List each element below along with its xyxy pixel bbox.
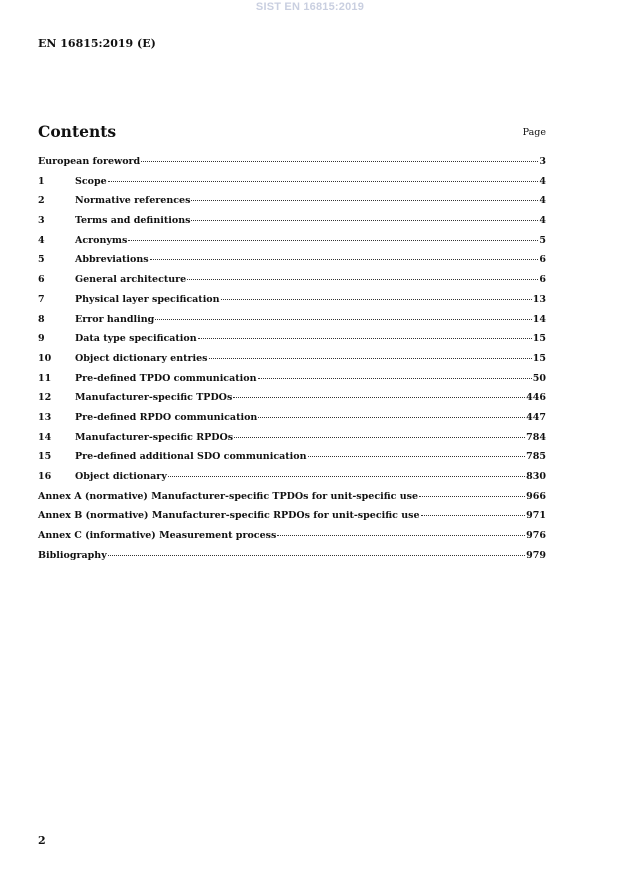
toc-entry-page: 13: [532, 293, 546, 305]
toc-dot-leader: [150, 259, 539, 260]
toc-entry-number: 9: [38, 333, 45, 345]
toc-entry-title: Terms and definitions: [75, 215, 191, 227]
page-number: 2: [38, 834, 46, 847]
page-column-label: Page: [522, 127, 546, 138]
toc-entry-page: 14: [532, 313, 546, 325]
toc-entry-title: Normative references: [75, 195, 191, 207]
toc-dot-leader: [191, 220, 538, 221]
toc-entry-page: 784: [526, 431, 546, 443]
toc-entry-page: 5: [539, 234, 546, 246]
document-id: EN 16815:2019 (E): [38, 37, 156, 50]
toc-entry-title: Acronyms: [75, 234, 128, 246]
toc-entry-title: European foreword: [38, 156, 141, 167]
toc-dot-leader: [421, 515, 526, 516]
toc-entry[interactable]: [38, 235, 546, 255]
toc-dot-leader: [419, 496, 525, 497]
toc-entry-title: Pre-defined RPDO communication: [75, 411, 258, 423]
toc-entry-page: 15: [532, 352, 546, 364]
toc-entry-page: 830: [526, 471, 546, 482]
toc-dot-leader: [233, 397, 525, 398]
toc-entry-title: Annex C (informative) Measurement process: [38, 530, 277, 542]
toc-entry[interactable]: [38, 333, 546, 353]
toc-entry-number: 6: [38, 274, 45, 286]
toc-entry-page: 979: [526, 549, 546, 561]
toc-entry-title: Annex B (normative) Manufacturer-specific RPDOs for unit-specific use: [38, 510, 420, 522]
toc-entry-page: 971: [526, 510, 546, 522]
toc-entry[interactable]: [38, 254, 546, 274]
toc-entry-title: Annex A (normative) Manufacturer-specific TPDOs for unit-specific use: [38, 490, 419, 502]
toc-entry-number: 5: [38, 254, 45, 266]
toc-entry[interactable]: [38, 314, 546, 334]
toc-dot-leader: [258, 417, 525, 418]
toc-entry[interactable]: [38, 353, 546, 373]
toc-dot-leader: [128, 240, 538, 241]
toc-entry-page: 785: [526, 451, 546, 463]
toc-dot-leader: [308, 456, 526, 457]
toc-dot-leader: [141, 161, 538, 162]
toc-entry-title: Object dictionary: [75, 471, 167, 482]
toc-entry[interactable]: [38, 392, 546, 412]
watermark: SIST EN 16815:2019: [255, 1, 365, 13]
toc-entry[interactable]: [38, 471, 546, 491]
toc-entry-title: Object dictionary entries: [75, 352, 208, 364]
toc-entry[interactable]: [38, 510, 546, 530]
toc-dot-leader: [234, 437, 525, 438]
toc-entry-page: 447: [526, 411, 546, 423]
toc-entry[interactable]: [38, 294, 546, 314]
toc-dot-leader: [277, 535, 525, 536]
toc-entry-number: 13: [38, 411, 52, 423]
toc-entry-number: 15: [38, 451, 52, 463]
toc-entry[interactable]: [38, 176, 546, 196]
toc-entry[interactable]: [38, 215, 546, 235]
toc-entry-title: Manufacturer-specific TPDOs: [75, 392, 233, 404]
contents-title: Contents: [38, 122, 117, 141]
toc-entry-page: 50: [532, 372, 546, 384]
toc-entry-title: Pre-defined additional SDO communication: [75, 451, 307, 463]
toc-dot-leader: [209, 358, 532, 359]
toc-entry-page: 4: [539, 195, 546, 207]
toc-entry-page: 3: [539, 156, 546, 167]
toc-entry-title: General architecture: [75, 274, 187, 286]
toc-entry-number: 11: [38, 372, 52, 384]
toc-entry-number: 12: [38, 392, 52, 404]
toc-dot-leader: [168, 476, 525, 477]
toc-dot-leader: [198, 338, 532, 339]
toc-entry-title: Scope: [75, 175, 107, 187]
toc-entry-title: Data type specification: [75, 333, 197, 345]
toc-entry[interactable]: [38, 412, 546, 432]
toc-entry-page: 446: [526, 392, 546, 404]
toc-entry[interactable]: [38, 432, 546, 452]
toc-dot-leader: [187, 279, 538, 280]
toc-entry-page: 4: [539, 215, 546, 227]
toc-entry-number: 4: [38, 234, 45, 246]
toc-entry-number: 3: [38, 215, 45, 227]
toc-entry[interactable]: [38, 373, 546, 393]
toc-entry-number: 8: [38, 313, 45, 325]
toc-entry[interactable]: [38, 195, 546, 215]
toc-entry-page: 966: [526, 490, 546, 502]
toc-entry-title: Physical layer specification: [75, 293, 220, 305]
toc-dot-leader: [108, 181, 539, 182]
toc-entry-page: 15: [532, 333, 546, 345]
toc-dot-leader: [191, 200, 538, 201]
toc-entry-title: Error handling: [75, 313, 155, 325]
toc-entry-title: Manufacturer-specific RPDOs: [75, 431, 234, 443]
toc-entry-title: Bibliography: [38, 549, 107, 561]
toc-dot-leader: [221, 299, 532, 300]
toc-entry[interactable]: [38, 530, 546, 550]
toc-entry-number: 10: [38, 352, 52, 364]
toc-entry-page: 6: [539, 254, 546, 266]
toc-entry-title: Abbreviations: [75, 254, 149, 266]
toc-dot-leader: [258, 378, 532, 379]
toc-entry-number: 16: [38, 471, 52, 482]
toc-entry[interactable]: [38, 550, 546, 570]
toc-entry[interactable]: [38, 451, 546, 471]
toc-entry-title: Pre-defined TPDO communication: [75, 372, 257, 384]
toc-entry-number: 2: [38, 195, 45, 207]
table-of-contents: [38, 156, 546, 569]
toc-entry-page: 4: [539, 175, 546, 187]
toc-entry[interactable]: [38, 491, 546, 511]
toc-entry[interactable]: [38, 156, 546, 176]
toc-dot-leader: [108, 555, 525, 556]
toc-dot-leader: [155, 319, 531, 320]
toc-entry-page: 6: [539, 274, 546, 286]
toc-entry-number: 14: [38, 431, 52, 443]
toc-entry-number: 1: [38, 175, 45, 187]
toc-entry-page: 976: [526, 530, 546, 542]
toc-entry-number: 7: [38, 293, 45, 305]
toc-entry[interactable]: [38, 274, 546, 294]
